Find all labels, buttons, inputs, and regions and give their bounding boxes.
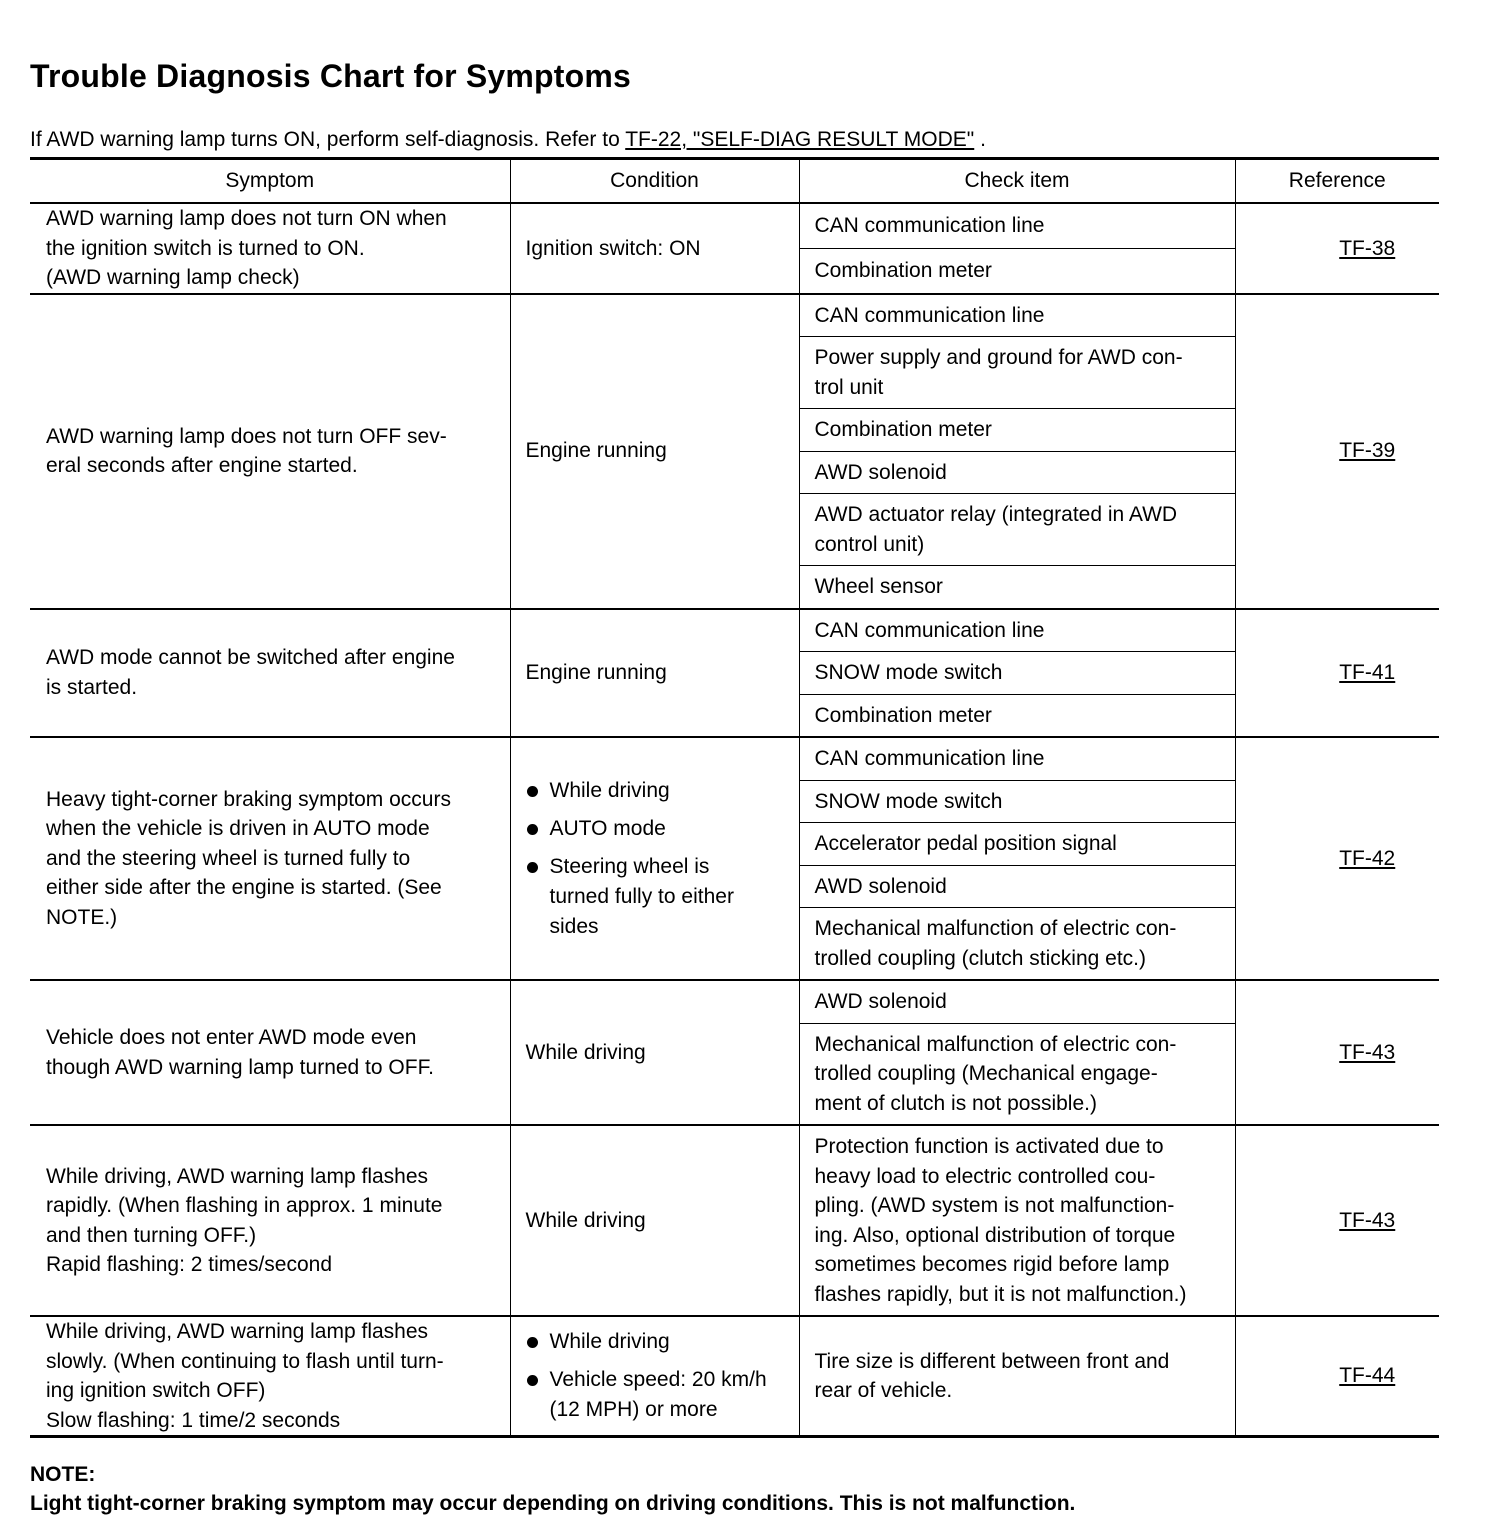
table-row <box>30 294 1439 337</box>
condition-bullet <box>526 852 791 942</box>
text-line: and the steering wheel is turned fully to <box>46 846 411 870</box>
reference-cell <box>1235 294 1439 609</box>
self-diag-link[interactable]: TF-22, "SELF-DIAG RESULT MODE" <box>625 128 975 151</box>
check-item-cell <box>799 980 1235 1023</box>
reference-link[interactable]: TF-44 <box>1339 1364 1396 1388</box>
text-line: AWD warning lamp does not turn OFF sev- <box>46 424 447 448</box>
text-line: ment of clutch is not possible.) <box>814 1091 1097 1115</box>
text-line: Engine running <box>525 439 667 463</box>
text-line: Wheel sensor <box>814 575 943 598</box>
reference-link[interactable]: TF-42 <box>1339 846 1396 870</box>
condition-cell <box>510 294 799 609</box>
symptom-cell <box>30 737 510 980</box>
text-line: Rapid flashing: 2 times/second <box>46 1253 332 1276</box>
symptom-cell <box>30 203 510 294</box>
check-item-cell <box>799 1023 1235 1125</box>
text-line: Accelerator pedal position signal <box>814 832 1117 855</box>
symptom-cell <box>30 1125 510 1316</box>
text-line: NOTE.) <box>46 905 118 929</box>
text-line: AWD actuator relay (integrated in AWD <box>814 503 1178 526</box>
text-line: rapidly. (When flashing in approx. 1 minute <box>46 1194 443 1217</box>
text-line: Combination meter <box>814 258 992 282</box>
text-line: sides <box>549 914 599 938</box>
check-item-cell <box>799 823 1235 866</box>
reference-cell <box>1235 1125 1439 1316</box>
text-line: ing ignition switch OFF) <box>46 1379 266 1402</box>
text-line: Heavy tight-corner braking symptom occurs <box>46 787 451 811</box>
text-line: trolled coupling (clutch sticking etc.) <box>814 946 1146 970</box>
condition-cell <box>510 1316 799 1437</box>
table-row <box>30 1316 1439 1437</box>
text-line: SNOW mode switch <box>814 661 1003 684</box>
text-line: Combination meter <box>814 703 992 727</box>
text-line: Mechanical malfunction of electric con- <box>814 1032 1177 1056</box>
reference-link[interactable]: TF-43 <box>1339 1208 1396 1232</box>
text-line: when the vehicle is driven in AUTO mode <box>46 817 430 841</box>
text-line: Slow flashing: 1 time/2 seconds <box>46 1408 341 1432</box>
condition-cell <box>510 1125 799 1316</box>
text-line: Power supply and ground for AWD con- <box>814 346 1183 369</box>
text-line: CAN communication line <box>814 618 1045 642</box>
text-line: While driving <box>549 778 670 802</box>
check-item-cell <box>799 865 1235 908</box>
check-item-cell <box>799 1316 1235 1437</box>
text-line: AWD solenoid <box>814 990 947 1013</box>
reference-link[interactable]: TF-43 <box>1339 1040 1396 1064</box>
header-reference: Reference <box>1235 159 1439 204</box>
reference-cell <box>1235 980 1439 1125</box>
check-item-cell <box>799 908 1235 981</box>
text-line: Tire size is different between front and <box>814 1349 1170 1373</box>
page-title: Trouble Diagnosis Chart for Symptoms <box>30 58 632 94</box>
text-line: AWD warning lamp does not turn ON when <box>46 207 447 230</box>
note-heading: NOTE: <box>30 1463 96 1486</box>
check-item-cell <box>799 566 1235 609</box>
text-line: AWD mode cannot be switched after engine <box>46 646 455 670</box>
check-item-cell <box>799 337 1235 409</box>
text-line: While driving <box>549 1330 670 1353</box>
header-symptom: Symptom <box>30 159 510 204</box>
note-text: Light tight-corner braking symptom may occur depending on driving conditions. This is not malfunction. <box>30 1492 1076 1515</box>
check-item-cell <box>799 203 1235 248</box>
condition-bullet <box>526 1365 791 1425</box>
text-line: trolled coupling (Mechanical engage- <box>814 1062 1158 1085</box>
check-item-cell <box>799 294 1235 337</box>
text-line: sometimes becomes rigid before lamp <box>814 1253 1170 1276</box>
text-line: ing. Also, optional distribution of torque <box>814 1223 1176 1247</box>
text-line: While driving <box>525 1208 646 1232</box>
condition-bullet <box>526 1327 791 1357</box>
text-line: slowly. (When continuing to flash until turn- <box>46 1349 444 1373</box>
check-item-cell <box>799 248 1235 293</box>
text-line: (AWD warning lamp check) <box>46 266 300 289</box>
condition-cell <box>510 737 799 980</box>
check-item-cell <box>799 609 1235 652</box>
text-line: Steering wheel is <box>549 854 710 878</box>
text-line: eral seconds after engine started. <box>46 454 358 477</box>
check-item-cell <box>799 652 1235 695</box>
text-line: trol unit <box>814 375 884 399</box>
text-line: rear of vehicle. <box>814 1379 953 1402</box>
table-row <box>30 980 1439 1023</box>
reference-cell <box>1235 737 1439 980</box>
text-line: CAN communication line <box>814 214 1045 238</box>
symptom-cell <box>30 1316 510 1437</box>
condition-cell <box>510 609 799 738</box>
text-line: is started. <box>46 675 138 699</box>
check-item-cell <box>799 494 1235 566</box>
text-line: Mechanical malfunction of electric con- <box>814 917 1177 940</box>
check-item-cell <box>799 1125 1235 1316</box>
symptom-cell <box>30 609 510 738</box>
condition-bullet-list <box>526 776 791 942</box>
check-item-cell <box>799 780 1235 823</box>
text-line: CAN communication line <box>814 303 1045 327</box>
check-item-cell <box>799 409 1235 452</box>
reference-link[interactable]: TF-38 <box>1339 236 1396 260</box>
reference-cell <box>1235 1316 1439 1437</box>
reference-cell <box>1235 609 1439 738</box>
intro-suffix: . <box>974 128 986 151</box>
check-item-cell <box>799 694 1235 737</box>
text-line: Engine running <box>525 661 667 684</box>
text-line: Vehicle speed: 20 km/h <box>549 1368 767 1391</box>
symptom-cell <box>30 294 510 609</box>
condition-cell <box>510 980 799 1125</box>
header-condition: Condition <box>510 159 799 204</box>
text-line: AWD solenoid <box>814 874 947 898</box>
diagnosis-table <box>30 157 1439 1438</box>
table-row <box>30 1125 1439 1316</box>
intro-prefix: If AWD warning lamp turns ON, perform self-diagnosis. Refer to <box>30 128 626 151</box>
table-row <box>30 203 1439 248</box>
condition-bullet <box>526 776 791 806</box>
condition-cell <box>510 203 799 294</box>
header-check-item: Check item <box>799 159 1235 204</box>
text-line: either side after the engine is started. (See <box>46 876 442 900</box>
text-line: control unit) <box>814 532 925 556</box>
text-line: Combination meter <box>814 418 992 441</box>
table-header-row <box>30 159 1439 204</box>
text-line: AWD solenoid <box>814 460 947 484</box>
text-line: While driving <box>525 1040 646 1064</box>
check-item-cell <box>799 737 1235 780</box>
text-line: Protection function is activated due to <box>814 1135 1164 1158</box>
text-line: turned fully to either <box>549 884 734 908</box>
condition-bullet-list <box>526 1327 791 1425</box>
reference-link[interactable]: TF-39 <box>1339 439 1396 463</box>
table-row <box>30 609 1439 652</box>
text-line: While driving, AWD warning lamp flashes <box>46 1164 429 1188</box>
text-line: and then turning OFF.) <box>46 1223 257 1247</box>
text-line: Ignition switch: ON <box>525 236 701 260</box>
text-line: pling. (AWD system is not malfunction- <box>814 1194 1175 1217</box>
condition-bullet <box>526 814 791 844</box>
reference-cell <box>1235 203 1439 294</box>
text-line: heavy load to electric controlled cou- <box>814 1164 1156 1188</box>
text-line: though AWD warning lamp turned to OFF. <box>46 1055 434 1079</box>
intro-text <box>30 128 986 152</box>
reference-link[interactable]: TF-41 <box>1339 661 1396 684</box>
text-line: (12 MPH) or more <box>549 1398 718 1421</box>
check-item-cell <box>799 451 1235 494</box>
text-line: CAN communication line <box>814 747 1045 770</box>
text-line: flashes rapidly, but it is not malfunction.) <box>814 1282 1187 1306</box>
symptom-cell <box>30 980 510 1125</box>
text-line: the ignition switch is turned to ON. <box>46 236 365 260</box>
text-line: Vehicle does not enter AWD mode even <box>46 1026 417 1049</box>
text-line: AUTO mode <box>549 816 666 840</box>
text-line: SNOW mode switch <box>814 789 1003 813</box>
text-line: While driving, AWD warning lamp flashes <box>46 1320 429 1343</box>
table-row <box>30 737 1439 780</box>
